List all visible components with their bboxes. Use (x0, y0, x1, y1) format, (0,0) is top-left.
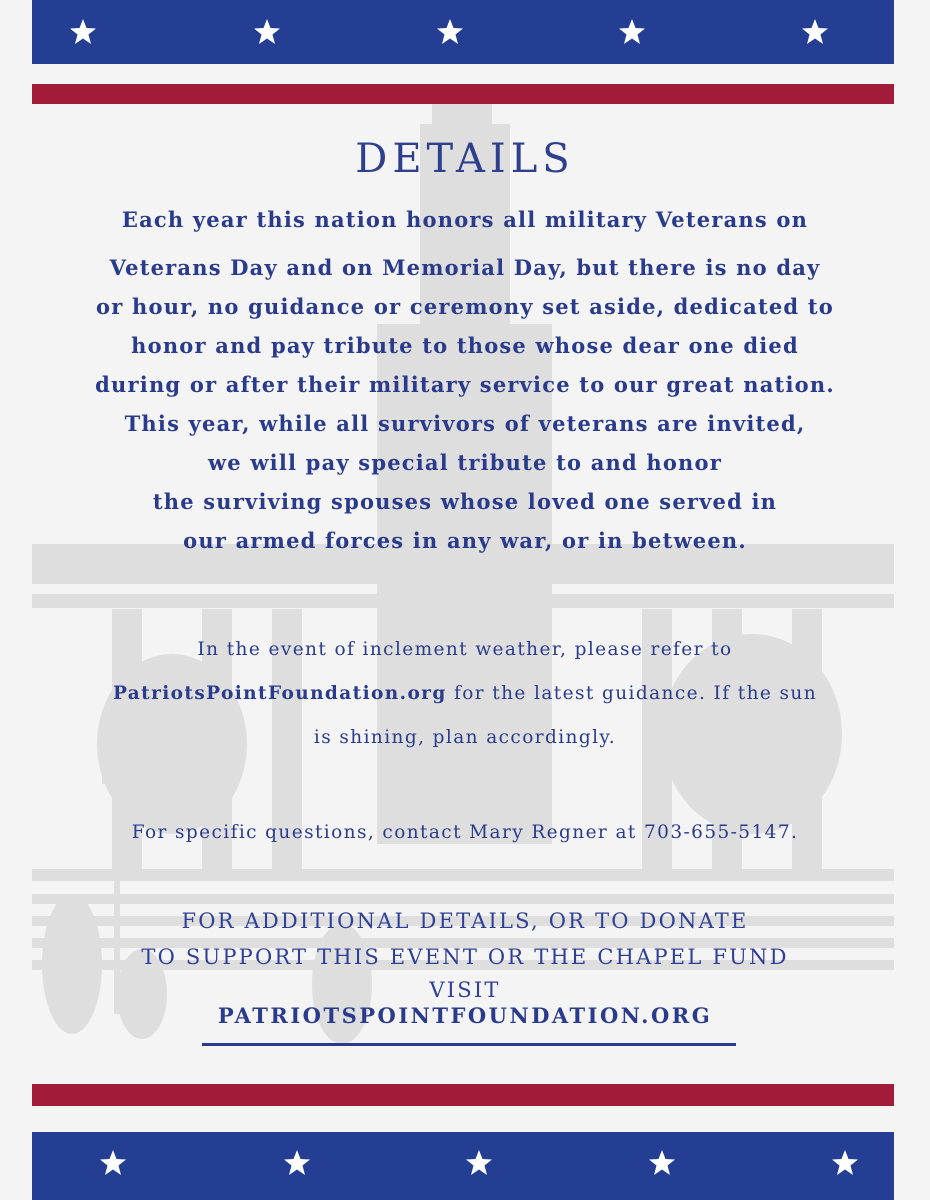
intro-line: during or after their military service to our great nation. (95, 372, 835, 397)
cta-line: FOR ADDITIONAL DETAILS, OR TO DONATE (181, 909, 749, 933)
call-to-action (40, 903, 890, 1005)
star-icon (830, 1148, 860, 1178)
star-icon (464, 1148, 494, 1178)
star-icon (68, 17, 98, 47)
link-underline (202, 1043, 736, 1046)
intro-line: honor and pay tribute to those whose dear one died (131, 333, 799, 358)
contact-info: For specific questions, contact Mary Regner at 703-655-5147. (131, 822, 799, 843)
star-icon (800, 17, 830, 47)
star-icon (252, 17, 282, 47)
page-title: DETAILS (355, 136, 575, 182)
foundation-website-link[interactable]: PatriotsPointFoundation.org (112, 683, 447, 704)
intro-line: our armed forces in any war, or in between. (183, 528, 747, 553)
intro-line: the surviving spouses whose loved one served in (152, 489, 778, 514)
intro-line: or hour, no guidance or ceremony set aside, dedicated to (96, 294, 834, 319)
star-icon (647, 1148, 677, 1178)
weather-line: is shining, plan accordingly. (313, 727, 617, 748)
intro-paragraph (40, 200, 890, 560)
cta-line: TO SUPPORT THIS EVENT OR THE CHAPEL FUND (141, 945, 789, 969)
intro-line: Veterans Day and on Memorial Day, but there is no day (109, 255, 821, 280)
star-icon (435, 17, 465, 47)
weather-line-rest: for the latest guidance. If the sun (446, 683, 818, 704)
weather-paragraph (40, 628, 890, 760)
weather-line (40, 672, 890, 716)
star-icon (617, 17, 647, 47)
intro-line: we will pay special tribute to and honor (208, 450, 722, 475)
star-icon (282, 1148, 312, 1178)
cta-line: VISIT (429, 978, 501, 1002)
bottom-blue-band (32, 1132, 894, 1200)
foundation-url-link[interactable]: PATRIOTSPOINTFOUNDATION.ORG (217, 1003, 713, 1028)
star-icon (98, 1148, 128, 1178)
intro-line: This year, while all survivors of veterans are invited, (124, 411, 806, 436)
bottom-red-stripe (32, 1084, 894, 1106)
intro-line: Each year this nation honors all military Veterans on (121, 207, 809, 232)
top-red-stripe (32, 84, 894, 104)
weather-line: In the event of inclement weather, please refer to (197, 639, 733, 660)
